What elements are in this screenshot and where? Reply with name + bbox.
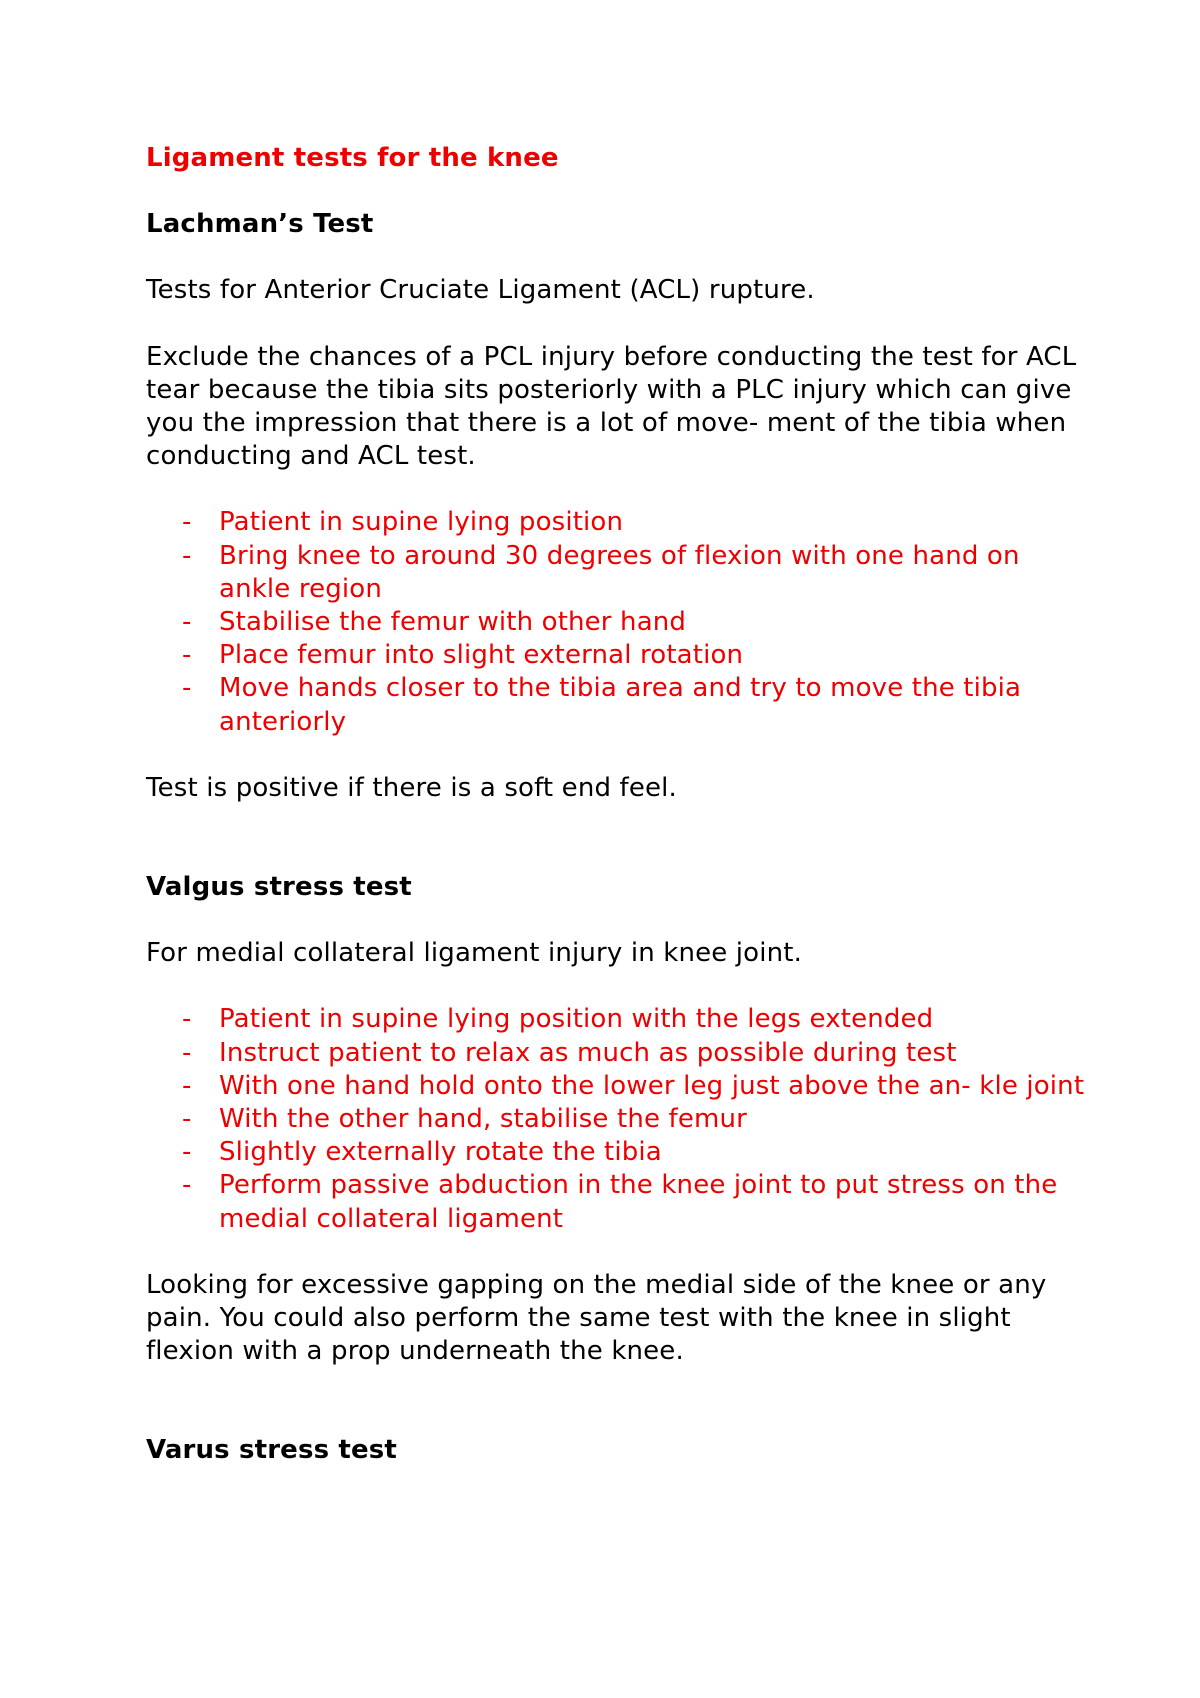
section-note-lachman: Exclude the chances of a PCL injury before conducting the test for ACL tear because the tibia sits posteriorly with a PLC injury which can give you the impression that there is a lot of move- ment of the tibia when conducting and ACL test.: [146, 341, 1077, 472]
list-item: - Bring knee to around 30 degrees of flexion with one hand on ankle region: [182, 540, 1020, 604]
list-item: - Perform passive abduction in the knee joint to put stress on the medial collateral ligament: [182, 1170, 1058, 1234]
document-page: [146, 142, 1086, 1501]
document-title: Ligament tests for the knee: [146, 143, 559, 173]
bullet-dash: -: [182, 540, 192, 571]
list-item: - Stabilise the femur with other hand: [146, 606, 1086, 639]
section-intro-lachman: Tests for Anterior Cruciate Ligament (ACL) rupture.: [146, 275, 815, 306]
list-item: - With one hand hold onto the lower leg just above the an- kle joint: [146, 1070, 1086, 1103]
section-spacer: [146, 1401, 1086, 1434]
list-item: - Move hands closer to the tibia area and try to move the tibia anteriorly: [182, 673, 1022, 737]
bullet-dash: -: [182, 1070, 192, 1101]
list-item: - With the other hand, stabilise the femur: [146, 1103, 1086, 1136]
bullet-dash: -: [182, 607, 192, 638]
section-conclusion-valgus: Looking for excessive gapping on the medial side of the knee or any pain. You could also perform the same test with the knee in slight flexion with a prop underneath the knee.: [146, 1269, 1047, 1367]
section-heading-varus: Varus stress test: [146, 1435, 397, 1466]
bullet-dash: -: [182, 1170, 192, 1201]
list-item: - Patient in supine lying position with the legs extended: [146, 1003, 1086, 1036]
bullet-dash: -: [182, 1104, 192, 1135]
list-item: - Slightly externally rotate the tibia: [146, 1136, 1086, 1169]
bullet-dash: -: [182, 1037, 192, 1068]
bullet-dash: -: [182, 640, 192, 671]
steps-list-lachman: [146, 506, 1086, 738]
section-intro-valgus: For medial collateral ligament injury in knee joint.: [146, 938, 802, 969]
section-heading-lachman: Lachman’s Test: [146, 209, 374, 240]
section-conclusion-lachman: Test is positive if there is a soft end feel.: [146, 772, 677, 803]
bullet-dash: -: [182, 507, 192, 538]
bullet-dash: -: [182, 1137, 192, 1168]
list-item: - Patient in supine lying position: [146, 506, 1086, 539]
steps-list-valgus: [146, 1003, 1086, 1235]
list-item: - Instruct patient to relax as much as possible during test: [146, 1037, 1086, 1070]
bullet-dash: -: [182, 673, 192, 704]
section-heading-valgus: Valgus stress test: [146, 872, 412, 903]
list-item: - Place femur into slight external rotation: [146, 639, 1086, 672]
section-spacer: [146, 838, 1086, 871]
bullet-dash: -: [182, 1004, 192, 1035]
